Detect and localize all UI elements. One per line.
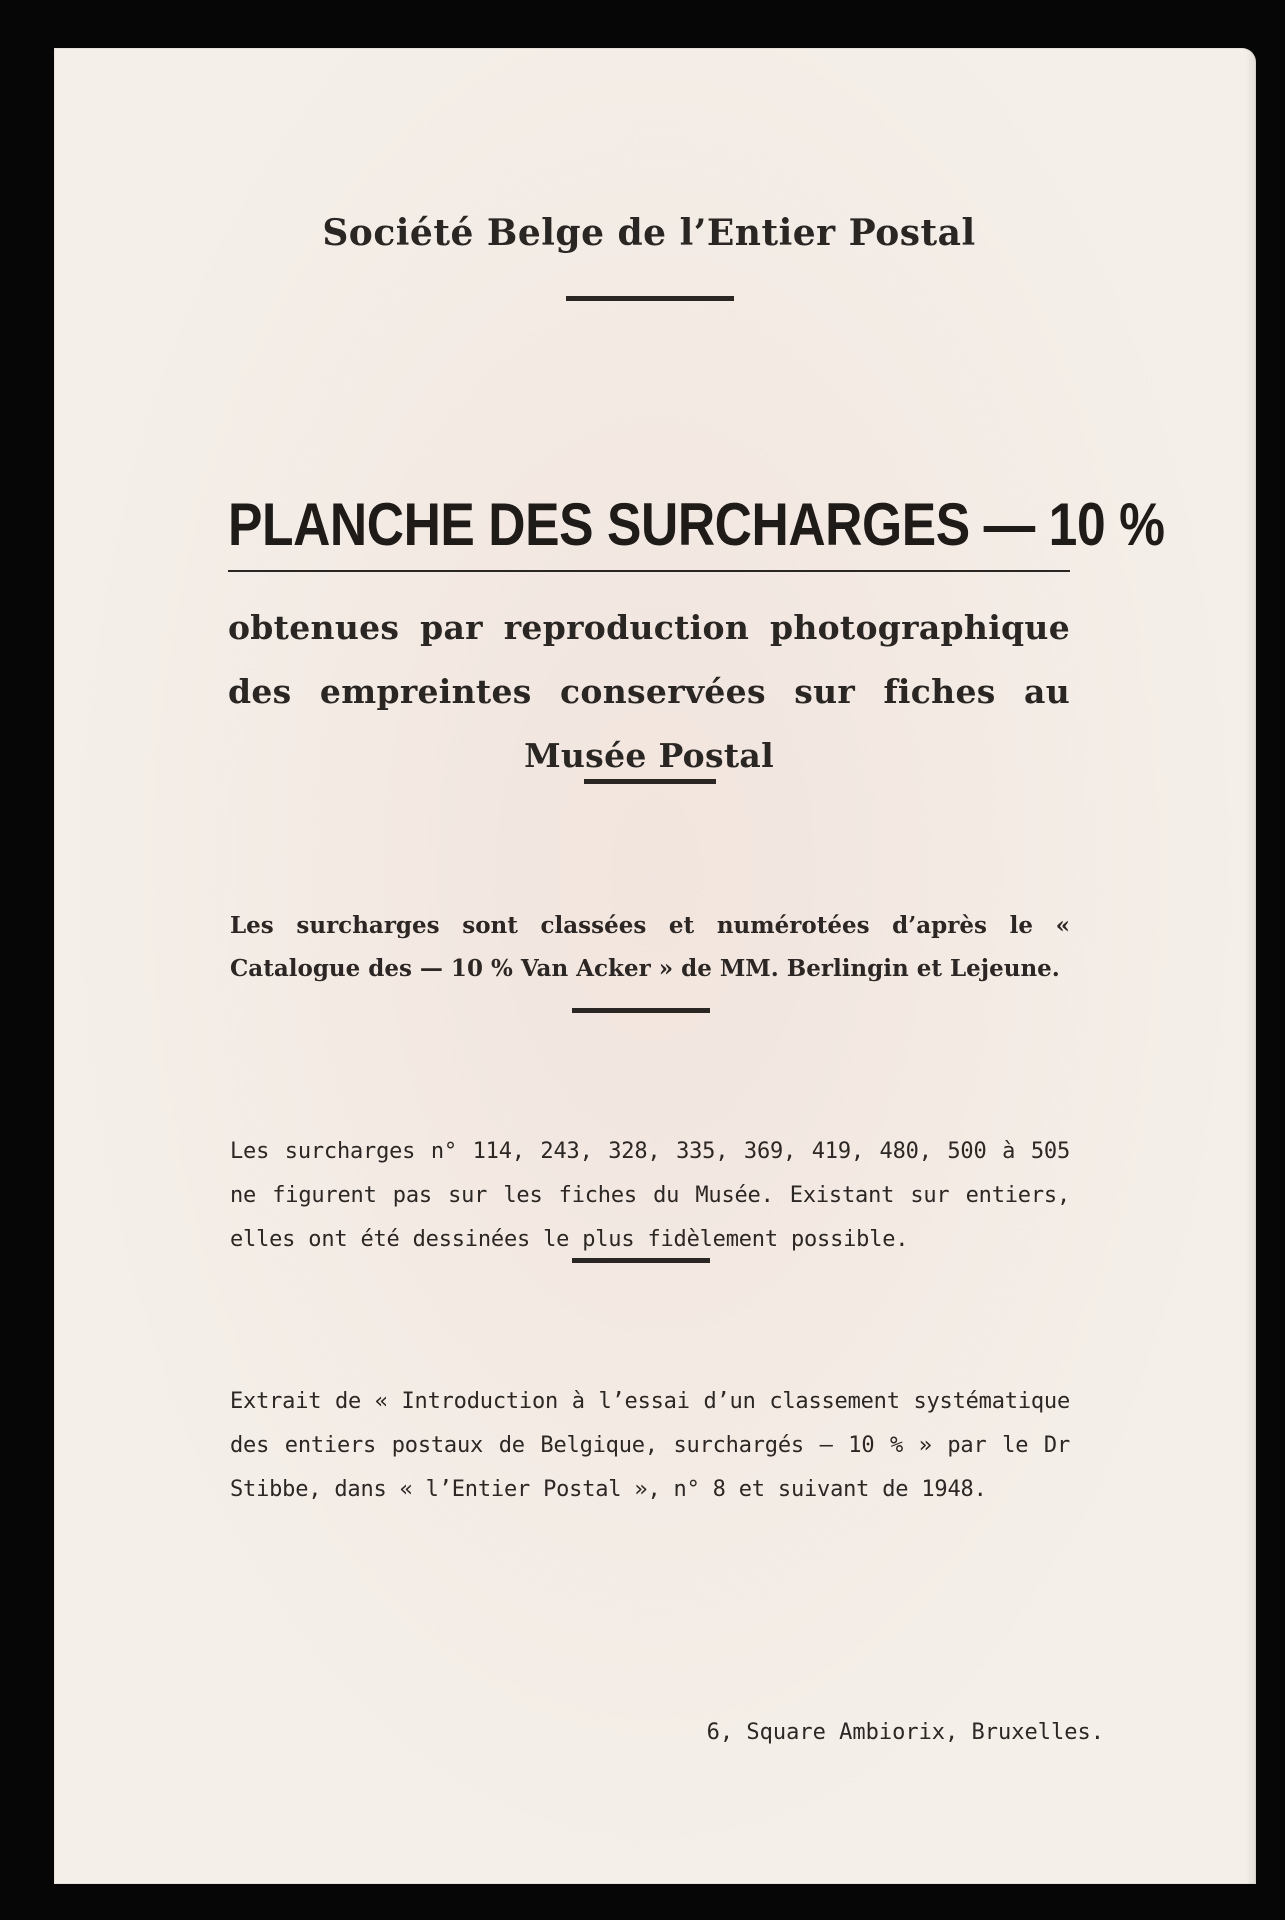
address: 6, Square Ambiorix, Bruxelles. xyxy=(706,1720,1104,1745)
divider xyxy=(566,296,734,301)
title-underline xyxy=(228,570,1070,572)
catalogue-paragraph: Les surcharges sont classées et numérotées d’après le « Catalogue des — 10 % Van Acker » de MM. Berlingin et Lejeune. xyxy=(230,912,1070,982)
divider xyxy=(572,1008,710,1013)
source-paragraph: Extrait de « Introduction à l’essai d’un classement systématique des entiers postaux de Belgique, surchargés — 10 % » par le Dr Stibbe, dans « l’Entier Postal », n° 8 et suivant de 1948. xyxy=(230,1389,1070,1502)
society-name: Société Belge de l’Entier Postal xyxy=(322,212,976,254)
missing-surcharges-paragraph: Les surcharges n° 114, 243, 328, 335, 369, 419, 480, 500 à 505 ne figurent pas sur les fiches du Musée. Existant sur entiers, elles ont été dessinées le plus fidèlement possible. xyxy=(230,1139,1070,1252)
divider xyxy=(572,1258,710,1263)
document-subtitle: obtenues par reproduction photographique des empreintes conservées sur fiches au Musée Postal xyxy=(228,608,1070,775)
document-title: PLANCHE DES SURCHARGES — 10 % xyxy=(228,491,1165,558)
divider xyxy=(584,779,716,784)
document-sheet xyxy=(54,48,1256,1884)
